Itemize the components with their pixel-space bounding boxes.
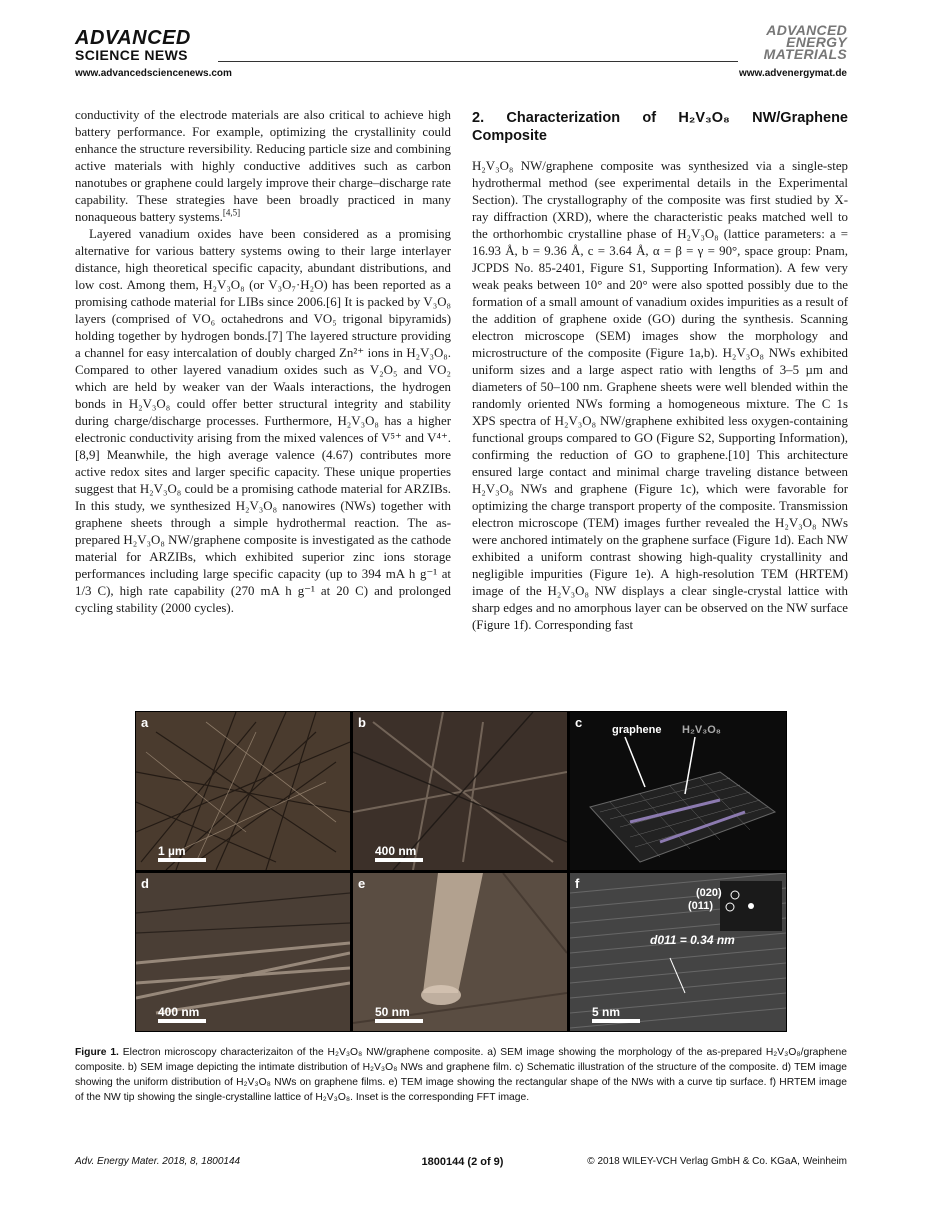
h2v3o8-annotation: H₂V₃O₈	[682, 724, 721, 736]
logo-right-line2: ENERGY	[786, 34, 847, 50]
panel-label-e: e	[358, 876, 366, 891]
scale-bar-e	[375, 1019, 423, 1023]
scale-label-e: 50 nm	[375, 1005, 410, 1019]
caption-label: Figure 1.	[75, 1047, 119, 1058]
url-right[interactable]: www.advenergymat.de	[739, 68, 847, 79]
url-left[interactable]: www.advancedsciencenews.com	[75, 68, 232, 79]
footer-copyright: © 2018 WILEY-VCH Verlag GmbH & Co. KGaA, Weinheim	[587, 1156, 847, 1167]
logo-right-line1: ADVANCED	[766, 22, 847, 38]
panel-label-a: a	[141, 715, 149, 730]
panel-label-d: d	[141, 876, 149, 891]
scale-bar-b	[375, 858, 423, 862]
panel-c-schematic	[570, 712, 786, 870]
ref-4-5[interactable]: [4,5]	[222, 207, 241, 218]
panel-label-c: c	[575, 715, 583, 730]
logo-right-line3: MATERIALS	[763, 46, 847, 62]
panel-d-tem-image	[136, 873, 350, 1031]
caption-text: Electron microscopy characterizaiton of the H₂V₃O₈ NW/graphene composite. a) SEM image showing the morphology of the as-prepared H₂V₃O₈/graphene composite. b) SEM image depicting the intimate distribution of H₂V₃O₈ NWs and graphene film. c) Schematic illustration of the structure of the composite. d) TEM image showing the uniform distribution of H₂V₃O₈ NWs on graphene films. e) TEM image showing the rectangular shape of the NWs with a curve tip surface. f) HRTEM image of the NW tip showing the single-crystalline lattice of H₂V₃O₈. Inset is the corresponding FFT image.	[75, 1047, 847, 1103]
panel-f-hrtem-image	[570, 873, 786, 1031]
logo-left-line1: ADVANCED	[75, 27, 191, 49]
fft-annotation-020: (020)	[696, 887, 722, 899]
panel-label-f: f	[575, 876, 580, 891]
scale-label-f: 5 nm	[592, 1005, 621, 1019]
figure-caption	[75, 1045, 847, 1105]
figure-1	[135, 711, 787, 1032]
header-rule	[218, 61, 738, 62]
graphene-annotation: graphene	[612, 724, 662, 736]
footer-journal: Adv. Energy Mater. 2018, 8, 1800144	[75, 1156, 241, 1167]
left-column	[75, 107, 451, 617]
graphene-lattice-schematic	[570, 712, 786, 870]
journal-logo-left	[75, 28, 191, 62]
scale-bar-a	[158, 858, 206, 862]
left-paragraph-2: Layered vanadium oxides have been considered as a promising alternative for various battery systems owing to their large interlayer distance, high theoretical specific capacity, abundant distributions, and low cost. Among them, H₂V₃O₈ (or V₃O₇·H₂O) has been reported as a promising cathode material for LIBs since 2006.[6] It is packed by V₃O₈ layers (comprised of VO₆ octahedrons and VO₅ trigonal bipyramids) holding together by hydrogen bonds.[7] The layered structure providing a channel for easy intercalation of doubly charged Zn²⁺ ions in H₂V₃O₈. Compared to other layered vanadium oxides such as V₂O₅ and VO₂ which are held by weaker van der Waals interactions, the hydrogen bonds in H₂V₃O₈ could offer better structural integrity and stability during charge/discharge processes. Furthermore, H₂V₃O₈ has a higher electronic conductivity arising from the mixed valences of V⁵⁺ and V⁴⁺.[8,9] Meanwhile, the high average valence (4.67) contributes more active redox sites and larger specific capacity. These unique properties suggest that H₂V₃O₈ could be a promising cathode material for ARZIBs. In this study, we synthesized H₂V₃O₈ nanowires (NWs) together with graphene sheets through a simple hydrothermal reaction. The as-prepared H₂V₃O₈ NW/graphene composite is investigated as the cathode material for ARZIBs, which exhibited superior zinc ions storage performances including large specific capacity (up to 394 mA h g⁻¹ at 1/3 C), high rate capability (270 mA h g⁻¹ at 20 C) and prolonged cycling stability (2000 cycles).	[75, 227, 451, 615]
scale-bar-d	[158, 1019, 206, 1023]
footer-page-number: 1800144 (2 of 9)	[421, 1156, 504, 1168]
panel-label-b: b	[358, 715, 366, 730]
scale-bar-f	[592, 1019, 640, 1023]
d-spacing-annotation: d011 = 0.34 nm	[650, 933, 735, 947]
panel-a-sem-image	[136, 712, 350, 870]
fft-annotation-011: (011)	[688, 900, 714, 912]
panel-b-sem-image	[353, 712, 567, 870]
left-paragraph-1: conductivity of the electrode materials are also critical to achieve high battery performance. For example, optimizing the crystallinity could enhance the structure reversibility. Reducing particle size and combining active materials with highly conductive additives such as carbon nanotubes or graphene could largely improve their charge–discharge rate capability. These strategies have been broadly practiced in many nonaqueous battery systems.[4,5]	[75, 108, 451, 224]
journal-logo-right	[764, 24, 847, 60]
scale-label-d: 400 nm	[158, 1005, 200, 1019]
scale-label-b: 400 nm	[375, 844, 417, 858]
panel-e-tem-image	[353, 873, 567, 1031]
right-column	[472, 107, 848, 634]
section-title: 2. Characterization of H₂V₃O₈ NW/Graphene Composite	[472, 110, 848, 144]
logo-left-line2: SCIENCE NEWS	[75, 47, 188, 63]
right-paragraph-1: H₂V₃O₈ NW/graphene composite was synthesized via a single-step hydrothermal method (see experimental details in the Experimental Section). The crystallography of the composite was first studied by X-ray diffraction (XRD), where the characteristic peaks matched well to the orthorhombic crystalline phase of H₂V₃O₈ (lattice parameters: a = 16.93 Å, b = 9.36 Å, c = 3.64 Å, α = β = γ = 90°, space group: Pnam, JCPDS No. 85-2401, Figure S1, Supporting Information). A few very weak peaks between 10° and 20° were also spotted possibly due to the formation of a small amount of vanadium oxides impurities as a result of the addition of graphene oxide (GO) during the synthesis. Scanning electron microscope (SEM) images show the morphology and microstructure of the composite (Figure 1a,b). H₂V₃O₈ NWs exhibited uniform sizes and a large aspect ratio with lengths of 3–5 µm and diameters of 50–100 nm. Graphene sheets were well blended within the randomly oriented NWs forming a homogeneous mixture. The C 1s XPS spectra of H₂V₃O₈ NW/graphene exhibited less oxygen-containing functional groups compared to GO (Figure S2, Supporting Information), confirming the reduction of GO to graphene.[10] This architecture ensured large contact and minimal charge traveling distance between H₂V₃O₈ NWs and graphene (Figure 1c), which were favorable for optimizing the charge transport property of the composite. Transmission electron microscope (TEM) images further revealed the H₂V₃O₈ NWs were anchored intimately on the graphene surface (Figure 1d). Each NW exhibited a uniform contrast showing high-quality crystallinity and negligible impurities (Figure 1e). A high-resolution TEM (HRTEM) image of the H₂V₃O₈ NW displays a clear single-crystal lattice with sharp edges and no amorphous layer can be observed on the NW surface (Figure 1f). Corresponding fast	[472, 159, 848, 632]
scale-label-a: 1 µm	[158, 844, 186, 858]
